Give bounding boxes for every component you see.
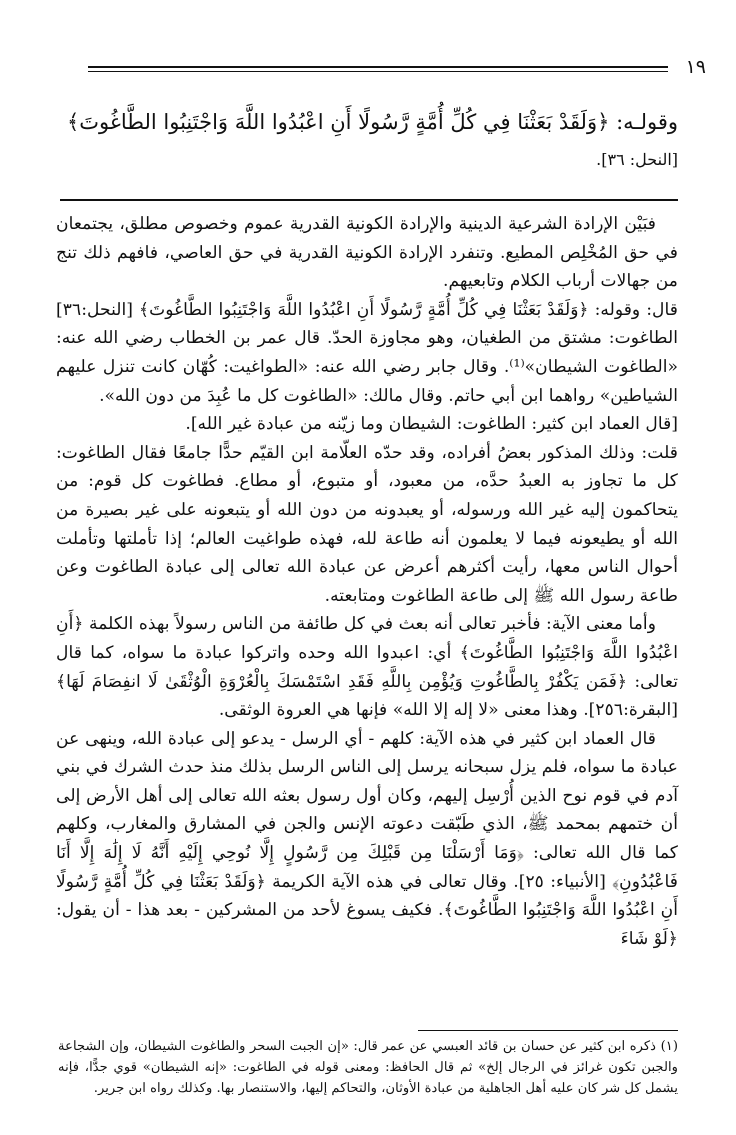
main-text — [56, 210, 678, 953]
header-rule — [88, 66, 668, 68]
page-number: ١٩ — [685, 56, 706, 78]
footnotes — [58, 1036, 678, 1099]
epigraph-verse: وقولـه: ﴿وَلَقَدْ بَعَثْنَا فِي كُلِّ أُمَّةٍ رَّسُولًا أَنِ اعْبُدُوا اللَّهَ وَاجْتَنِبُوا الطَّاغُوتَ﴾ — [66, 110, 678, 134]
paragraph: قلت: وذلك المذكور بعضُ أفراده، وقد حدّه العلّامة ابن القيّم حدًّا جامعًا فقال الطاغوت: كل ما تجاوز به العبدُ حدَّه، من معبود، أو متبوع، أو مطاع. فطاغوت كل قوم: من يتحاكمون إليه غير الله ورسوله، أو يعبدونه من دون الله أو يتبعونه على غير بصيرة من الله أو يطيعونه فيما لا يعلمون أنه طاعة لله، فهذه طواغيت العالم؛ إذا تأملتها وتأملت أحوال الناس معها، رأيت أكثرهم أعرض عن عبادة الله تعالى إلى عبادة الطاغوت وعن طاعة رسول الله ﷺ إلى طاعة الطاغوت ومتابعته. — [56, 442, 678, 606]
footnote-rule — [418, 1030, 678, 1031]
paragraph: قال العماد ابن كثير في هذه الآية: كلهم - أي الرسل - يدعو إلى عبادة الله، وينهى عن عبادة ما سواه، فلم يزل سبحانه يرسل إلى الناس الرسل بذلك منذ حدث الشرك في بني آدم في قوم نوح الذين أُرْسِل إليهم، وكان أول رسول بعثه الله تعالى إلى أهل الأرض إلى أن ختمهم بمحمد ﷺ، الذي طَبّقت دعوته الإنس والجن في المشارق والمغارب، وكلهم كما قال الله تعالى: ﴿وَمَا أَرْسَلْنَا مِن قَبْلِكَ مِن رَّسُولٍ إِلَّا نُوحِي إِلَيْهِ أَنَّهُ لَا إِلَٰهَ إِلَّا أَنَا فَاعْبُدُونِ﴾ [الأنبياء: ٢٥]. وقال تعالى في هذه الآية الكريمة ﴿وَلَقَدْ بَعَثْنَا فِي كُلِّ أُمَّةٍ رَّسُولًا أَنِ اعْبُدُوا اللَّهَ وَاجْتَنِبُوا الطَّاغُوتَ﴾. فكيف يسوغ لأحد من المشركين - بعد هذا - أن يقول: ﴿لَوْ شَاءَ — [56, 728, 678, 949]
section-separator — [60, 199, 678, 201]
paragraph: قال: وقوله: ﴿وَلَقَدْ بَعَثْنَا فِي كُلِّ أُمَّةٍ رَّسُولًا أَنِ اعْبُدُوا اللَّهَ وَاجْتَنِبُوا الطَّاغُوتَ﴾ [النحل:٣٦] الطاغوت: مشتق من الطغيان، وهو مجاوزة الحدّ. قال عمر بن الخطاب رضي الله عنه: «الطاغوت الشيطان»⁽¹⁾. وقال جابر رضي الله عنه: «الطواغيت: كُهّان كانت تنزل عليهم الشياطين» رواهما ابن أبي حاتم. وقال مالك: «الطاغوت كل ما عُبِدَ من دون الله». — [56, 299, 679, 406]
footnote-1: (١) ذكره ابن كثير عن حسان بن قائد العبسي عن عمر قال: «إن الجبت السحر والطاغوت الشيطان، وإن الشجاعة والجبن تكون غرائز في الرجال إلخ» ثم قال الحافظ: ومعنى قوله في الطاغوت: «إنه الشيطان» قوي جدًّا، فإنه يشمل كل شر كان عليه أهل الجاهلية من عبادة الأوثان، والتحاكم إليها، والاستنصار بها. وكذلك رواه ابن جرير. — [58, 1039, 678, 1096]
epigraph-reference: [النحل: ٣٦]. — [596, 150, 678, 169]
paragraph: [قال العماد ابن كثير: الطاغوت: الشيطان وما زيّنه من عبادة غير الله]. — [185, 414, 678, 435]
header-rule-thin — [88, 71, 668, 72]
paragraph: فبَيْن الإرادة الشرعية الدينية والإرادة الكونية القدرية عموم وخصوص مطلق، يجتمعان في حق المُخْلِص المطيع. وتنفرد الإرادة الكونية القدرية في حق العاصي، فافهم ذلك تنج من جهالات أرباب الكلام وتابعيهم. — [56, 214, 678, 292]
page-header — [88, 56, 706, 78]
paragraph: وأما معنى الآية: فأخبر تعالى أنه بعث في كل طائفة من الناس رسولاً بهذه الكلمة ﴿أَنِ اعْبُدُوا اللَّهَ وَاجْتَنِبُوا الطَّاغُوتَ﴾ أي: اعبدوا الله وحده واتركوا عبادة ما سواه، كما قال تعالى: ﴿فَمَن يَكْفُرْ بِالطَّاغُوتِ وَيُؤْمِن بِاللَّهِ فَقَدِ اسْتَمْسَكَ بِالْعُرْوَةِ الْوُثْقَىٰ لَا انفِصَامَ لَهَا﴾ [البقرة:٢٥٦]. وهذا معنى «لا إله إلا الله» فإنها هي العروة الوثقى. — [56, 614, 678, 721]
